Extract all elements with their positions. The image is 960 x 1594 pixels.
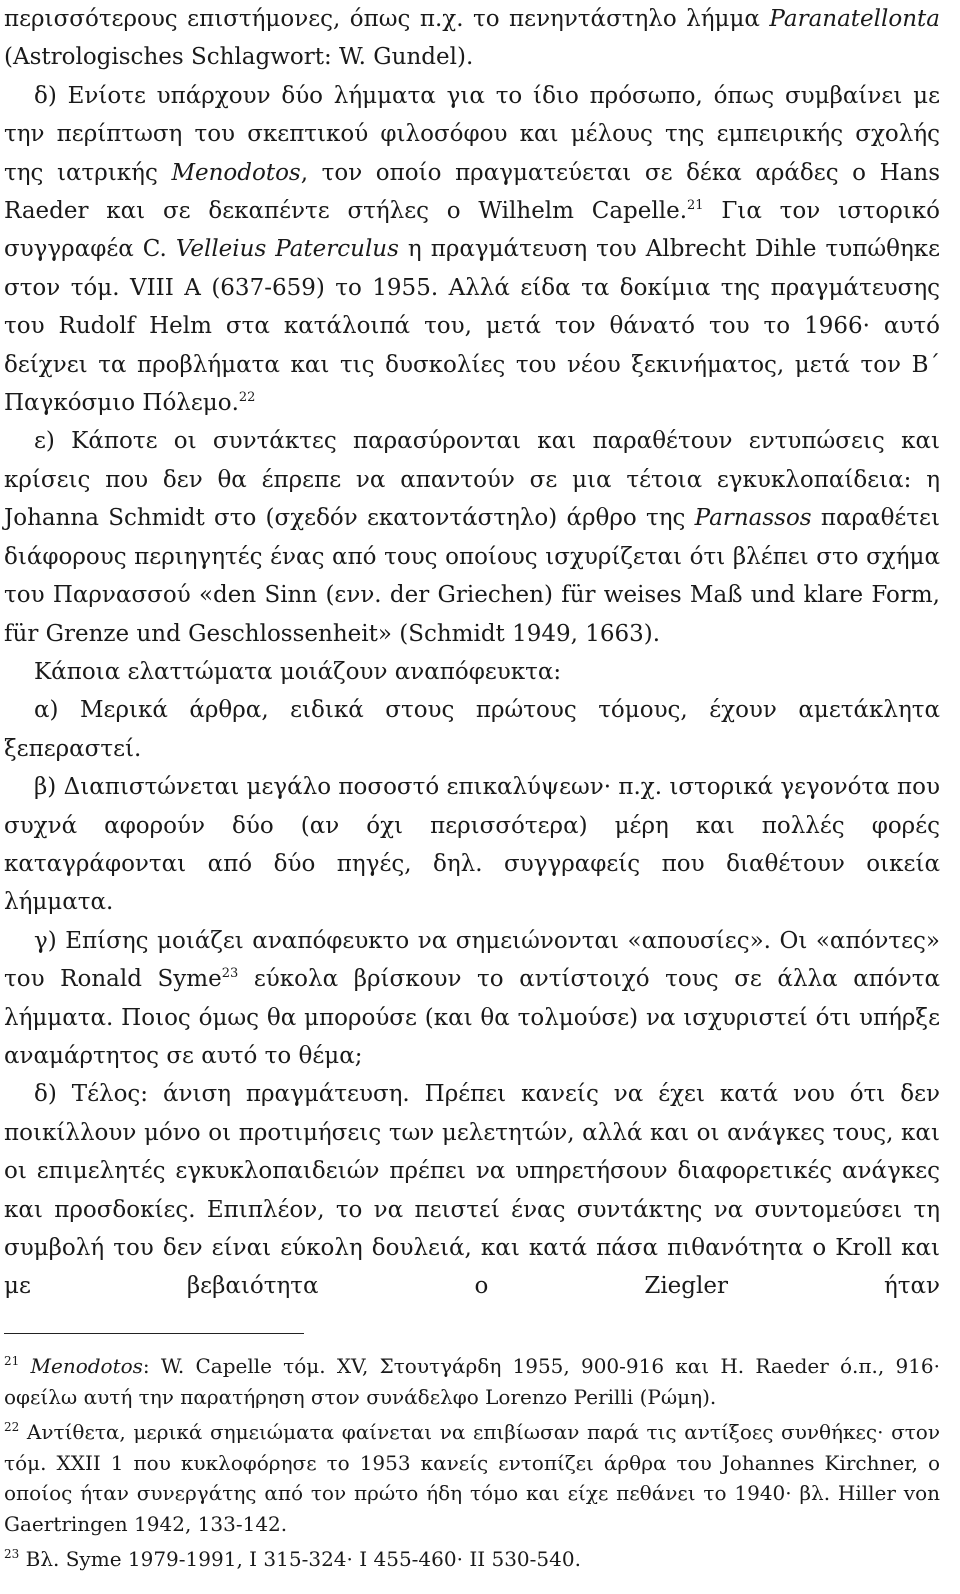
footnote-rule <box>4 1333 304 1334</box>
italic-run: Menodotos <box>171 159 301 186</box>
text-run: Αντίθετα, μερικά σημειώματα φαίνεται να επιβίωσαν παρά τις αντίξοες συνθήκες· στον τόμ. XXII 1 που κυκλοφόρησε το 1953 κανείς εντοπίζει άρθρα του Johannes Kirchner, ο οποίος ήταν συνεργάτης από τον πρώτο ήδη τόμο και είχε πεθάνει το 1940· βλ. Hiller von Gaertringen 1942, 133-142. <box>4 1420 940 1536</box>
paragraph <box>4 768 940 922</box>
footnote-ref[interactable]: 23 <box>221 966 239 982</box>
footnote-number: 23 <box>4 1547 20 1561</box>
text-run: παραθέτει διάφορους περιηγητές ένας από τους οποίους ισχυρίζεται ότι βλέπει στο σχήμα του Παρνασσού «den Sinn (ενν. der Griechen) für weises Maß und klare Form, für Grenze und Geschlossenheit» (Schmidt 1949, 1663). <box>4 505 940 647</box>
paragraph <box>4 0 940 77</box>
paragraph <box>4 422 940 652</box>
italic-run: Velleius Paterculus <box>175 236 399 263</box>
footnote <box>4 1346 940 1412</box>
text-run: περισσότερους επιστήμονες, όπως π.χ. το πενηντάστηλο λήμμα <box>4 6 770 32</box>
text-run: γ) Επίσης μοιάζει αναπόφευκτο να σημειώνονται «απουσίες». Οι «απόντες» του Ronald Syme <box>4 927 940 993</box>
paragraph <box>4 653 940 691</box>
text-run: : W. Capelle τόμ. XV, Στουτγάρδη 1955, 900-916 και H. Raeder ό.π., 916· οφείλω αυτή την παρατήρηση στον συνάδελφο Lorenzo Perilli (Ρώμη). <box>4 1354 941 1409</box>
text-run: εύκολα βρίσκουν το αντίστοιχό τους σε άλλα απόντα λήμματα. Ποιος όμως θα μπορούσε (και θα τολμούσε) να ισχυριστεί ότι υπήρξε αναμάρτητος σε αυτό το θέμα; <box>4 966 940 1069</box>
text-run: Για τον ιστορικό συγγραφέα C. <box>4 198 941 263</box>
italic-run: Parnassos <box>694 505 812 532</box>
footnote-number: 21 <box>4 1354 20 1368</box>
paragraph <box>4 77 940 423</box>
footnote <box>4 1539 940 1575</box>
text-run: α) Μερικά άρθρα, ειδικά στους πρώτους τόμους, έχουν αμετάκλητα ξεπεραστεί. <box>4 697 940 762</box>
text-run: δ) Τέλος: άνιση πραγμάτευση. Πρέπει κανείς να έχει κατά νου ότι δεν ποικίλλουν μόνο οι προτιμήσεις των μελετητών, αλλά και οι ανάγκες τους, και οι επιμελητές εγκυκλοπαιδειών πρέπει να υπηρετήσουν διαφορετικές ανάγκες και προσδοκίες. Επιπλέον, το να πειστεί ένας συντάκτης να συντομεύσει τη συμβολή του δεν είναι εύκολη δουλειά, και κατά πάσα πιθανότητα ο Kroll και με βεβαιότητα ο Ziegler ήταν <box>4 1081 940 1300</box>
footnote <box>4 1412 940 1539</box>
footnote-ref[interactable]: 21 <box>687 198 704 214</box>
footnote-number: 22 <box>4 1420 20 1434</box>
body-text <box>4 0 940 1306</box>
footnote-ref[interactable]: 22 <box>238 390 256 406</box>
paragraph <box>4 1075 940 1305</box>
text-run: η πραγμάτευση του Albrecht Dihle τυπώθηκε στον τόμ. VIII A (637-659) το 1955. Αλλά είδα τα δοκίμια της πραγμάτευσης του Rudolf Helm στα κατάλοιπά του, μετά τον θάνατό του το 1966· αυτό δείχνει τα προβλήματα και τις δυσκολίες του νέου ξεκινήματος, μετά τον Β΄ Παγκόσμιο Πόλεμο. <box>4 236 941 417</box>
footnote-list <box>4 1346 940 1575</box>
text-run: , τον οποίο πραγματεύεται σε δέκα αράδες ο Hans Raeder και σε δεκαπέντε στήλες ο Wilhelm Capelle. <box>4 159 941 225</box>
text-run: ε) Κάποτε οι συντάκτες παρασύρονται και παραθέτουν εντυπώσεις και κρίσεις που δεν θα έπρεπε να απαντούν σε μια τέτοια εγκυκλοπαίδεια: η Johanna Schmidt στο (σχεδόν εκατοντάστηλο) άρθρο της <box>4 428 940 532</box>
italic-run: Paranatellonta <box>769 6 940 32</box>
footnotes <box>4 1333 940 1575</box>
text-run: δ) Ενίοτε υπάρχουν δύο λήμματα για το ίδιο πρόσωπο, όπως συμβαίνει με την περίπτωση του σκεπτικού φιλοσόφου και μέλους της εμπειρικής σχολής της ιατρικής <box>4 82 940 186</box>
text-run: Κάποια ελαττώματα μοιάζουν αναπόφευκτα: <box>34 658 562 685</box>
paragraph <box>4 922 940 1076</box>
text-run: (Astrologisches Schlagwort: W. Gundel). <box>4 44 474 71</box>
text-run: Βλ. Syme 1979-1991, I 315-324· I 455-460· II 530-540. <box>25 1547 581 1571</box>
main-text <box>4 0 940 1306</box>
italic-run: Menodotos <box>30 1354 143 1378</box>
text-run: β) Διαπιστώνεται μεγάλο ποσοστό επικαλύψεων· π.χ. ιστορικά γεγονότα που συχνά αφορούν δύο (αν όχι περισσότερα) μέρη και πολλές φορές καταγράφονται από δύο πηγές, δηλ. συγγραφείς που διαθέτουν οικεία λήμματα. <box>4 774 940 916</box>
paragraph <box>4 691 940 768</box>
